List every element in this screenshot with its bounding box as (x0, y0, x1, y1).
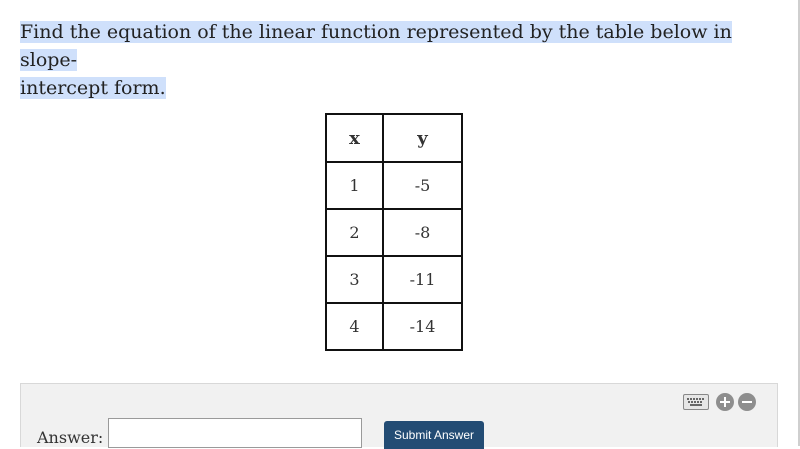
table-cell-x: 4 (326, 303, 383, 350)
question-line-1: Find the equation of the linear function represented by the table below in slope- (20, 21, 732, 71)
answer-input[interactable] (108, 418, 362, 448)
table-header-x: x (326, 114, 383, 162)
question-line-2: intercept form. (20, 77, 166, 99)
table-cell-y: -11 (383, 256, 462, 303)
table-cell-y: -8 (383, 209, 462, 256)
table-header-y: y (383, 114, 462, 162)
table-header-row (326, 114, 462, 162)
table-cell-y: -5 (383, 162, 462, 209)
table-row (326, 209, 462, 256)
table-row (326, 256, 462, 303)
table-cell-x: 2 (326, 209, 383, 256)
question-text (20, 18, 740, 102)
table-row (326, 303, 462, 350)
table-row (326, 162, 462, 209)
answer-panel (20, 383, 778, 447)
answer-label: Answer: (37, 428, 104, 447)
table-cell-y: -14 (383, 303, 462, 350)
input-toolbar (683, 390, 756, 414)
function-table-container (325, 113, 463, 351)
function-table (325, 113, 463, 351)
submit-answer-button[interactable]: Submit Answer (384, 421, 484, 449)
table-cell-x: 1 (326, 162, 383, 209)
plus-circle-icon[interactable] (716, 393, 734, 411)
keyboard-icon[interactable] (683, 394, 709, 410)
minus-circle-icon[interactable] (738, 393, 756, 411)
table-cell-x: 3 (326, 256, 383, 303)
